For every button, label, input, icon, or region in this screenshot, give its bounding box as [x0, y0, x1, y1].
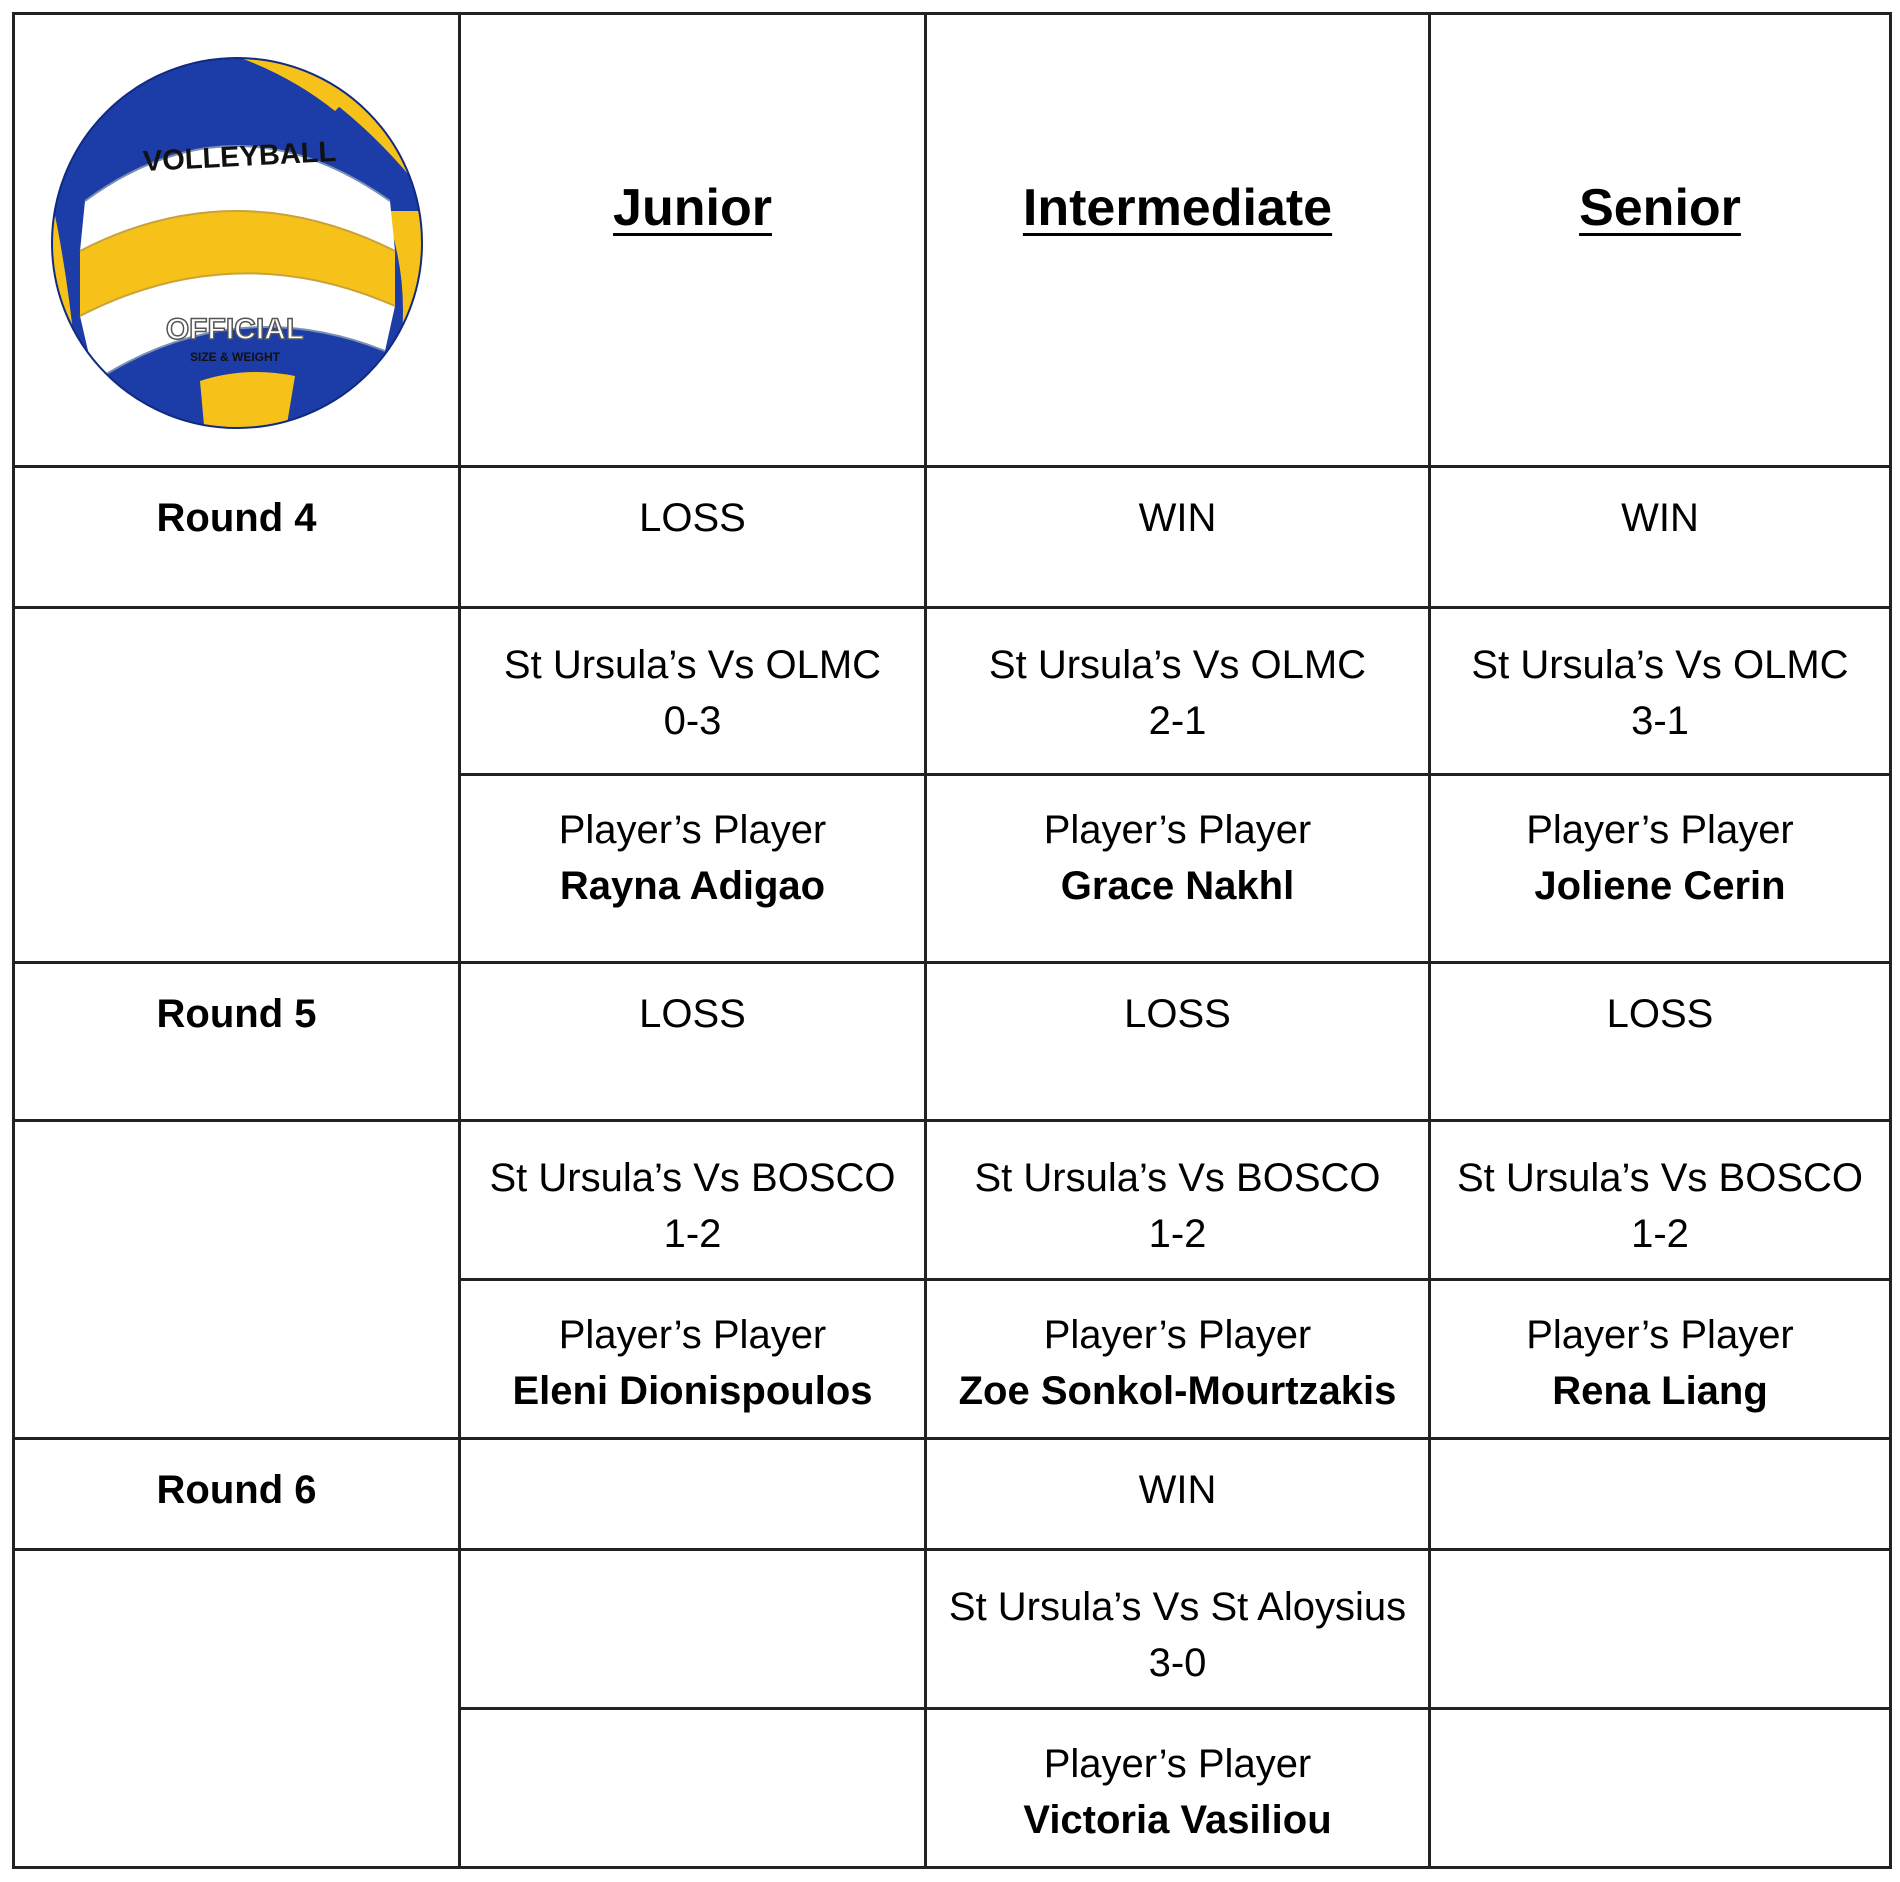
result-cell	[1430, 467, 1891, 608]
player-cell	[1430, 775, 1891, 963]
column-title: Intermediate	[1022, 179, 1333, 237]
player-name: Rena Liang	[1552, 1369, 1768, 1413]
match-teams: St Ursula’s Vs OLMC	[988, 643, 1367, 687]
match-cell	[460, 1550, 926, 1709]
empty-label-cell	[14, 608, 460, 963]
player-cell	[1430, 1280, 1891, 1439]
player-cell	[460, 775, 926, 963]
match-cell	[1430, 608, 1891, 775]
match-score: 3-0	[1148, 1641, 1207, 1685]
player-cell	[926, 775, 1430, 963]
match-score: 1-2	[1148, 1212, 1207, 1256]
match-teams: St Ursula’s Vs OLMC	[1471, 643, 1849, 687]
result-text: WIN	[1621, 496, 1699, 540]
round-result-row	[14, 1439, 1891, 1550]
ball-official-text: OFFICIAL	[165, 313, 305, 346]
result-text: LOSS	[639, 992, 746, 1036]
column-header-senior	[1430, 14, 1891, 467]
match-teams: St Ursula’s Vs BOSCO	[1456, 1156, 1864, 1200]
empty-label-cell	[14, 1550, 460, 1868]
result-cell	[460, 1439, 926, 1550]
match-row	[14, 1550, 1891, 1709]
player-name: Grace Nakhl	[1060, 864, 1295, 908]
player-name: Rayna Adigao	[559, 864, 826, 908]
player-title: Player’s Player	[1526, 808, 1794, 852]
result-text: WIN	[1138, 1468, 1217, 1512]
match-score: 2-1	[1148, 699, 1207, 743]
match-cell	[926, 608, 1430, 775]
result-cell	[926, 467, 1430, 608]
round-label-cell	[14, 467, 460, 608]
round-result-row	[14, 467, 1891, 608]
match-score: 1-2	[663, 1212, 722, 1256]
player-name: Victoria Vasiliou	[1023, 1798, 1332, 1842]
match-cell	[460, 608, 926, 775]
match-cell	[1430, 1121, 1891, 1280]
player-title: Player’s Player	[1526, 1313, 1794, 1357]
player-title: Player’s Player	[1043, 808, 1312, 852]
match-row	[14, 1121, 1891, 1280]
player-cell	[460, 1709, 926, 1868]
match-cell	[926, 1121, 1430, 1280]
round-label: Round 5	[156, 992, 317, 1036]
match-score: 0-3	[663, 699, 722, 743]
player-name: Zoe Sonkol-Mourtzakis	[958, 1369, 1397, 1413]
empty-label-cell	[14, 1121, 460, 1439]
column-title: Senior	[1579, 179, 1741, 237]
ball-size-text: SIZE & WEIGHT	[190, 350, 280, 364]
match-cell	[926, 1550, 1430, 1709]
volleyball-image-cell	[14, 14, 460, 467]
column-header-intermediate	[926, 14, 1430, 467]
player-title: Player’s Player	[558, 1313, 827, 1357]
player-title: Player’s Player	[558, 808, 827, 852]
column-title: Junior	[613, 179, 772, 237]
match-score: 3-1	[1631, 699, 1689, 743]
header-row	[14, 14, 1891, 467]
player-title: Player’s Player	[1043, 1742, 1312, 1786]
match-teams: St Ursula’s Vs BOSCO	[489, 1156, 896, 1200]
player-cell	[926, 1280, 1430, 1439]
player-title: Player’s Player	[1043, 1313, 1312, 1357]
result-cell	[1430, 963, 1891, 1121]
result-cell	[460, 963, 926, 1121]
result-text: WIN	[1138, 496, 1217, 540]
result-cell	[460, 467, 926, 608]
result-cell	[926, 1439, 1430, 1550]
round-result-row	[14, 963, 1891, 1121]
match-row	[14, 608, 1891, 775]
match-teams: St Ursula’s Vs St Aloysius	[948, 1585, 1407, 1629]
match-teams: St Ursula’s Vs BOSCO	[974, 1156, 1381, 1200]
match-cell	[460, 1121, 926, 1280]
player-name: Joliene Cerin	[1534, 864, 1786, 908]
player-name: Eleni Dionispoulos	[512, 1369, 873, 1413]
round-label-cell	[14, 963, 460, 1121]
result-text: LOSS	[639, 496, 746, 540]
result-text: LOSS	[1606, 992, 1714, 1036]
volleyball-icon	[45, 51, 430, 436]
result-text: LOSS	[1124, 992, 1231, 1036]
match-teams: St Ursula’s Vs OLMC	[503, 643, 882, 687]
player-cell	[1430, 1709, 1891, 1868]
result-cell	[926, 963, 1430, 1121]
column-header-junior	[460, 14, 926, 467]
player-cell	[926, 1709, 1430, 1868]
round-label: Round 4	[156, 496, 317, 540]
results-table	[12, 12, 1892, 1869]
match-score: 1-2	[1631, 1212, 1689, 1256]
round-label: Round 6	[156, 1468, 317, 1512]
player-cell	[460, 1280, 926, 1439]
result-cell	[1430, 1439, 1891, 1550]
round-label-cell	[14, 1439, 460, 1550]
ball-brand-text: VOLLEYBALL	[142, 135, 337, 179]
match-cell	[1430, 1550, 1891, 1709]
